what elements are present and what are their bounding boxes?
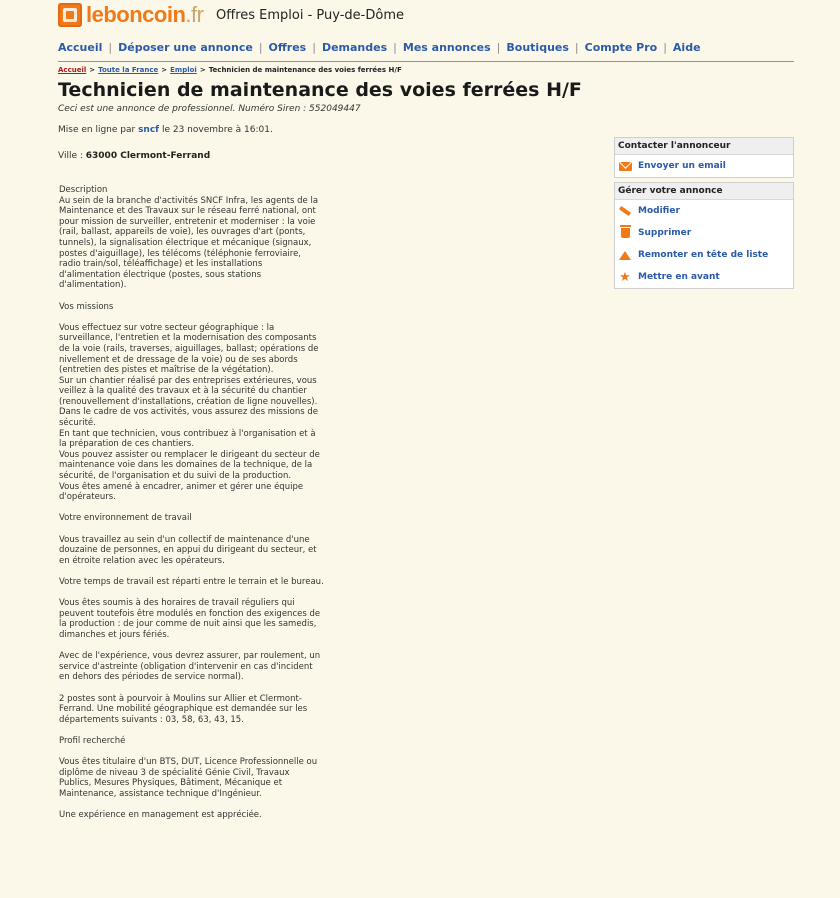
logo-main: leboncoin [86,2,186,27]
logo-tld: .fr [185,2,204,27]
site-logo[interactable] [58,2,203,28]
nav-aide[interactable]: Aide [672,41,701,54]
nav-separator: | [496,41,501,54]
feature-label: Mettre en avant [638,272,720,282]
nav-demandes[interactable]: Demandes [321,41,388,54]
modify-ad-button[interactable] [615,200,793,222]
breadcrumb-region[interactable]: Toute la France [98,66,159,74]
breadcrumb-category[interactable]: Emploi [170,66,197,74]
logo-icon [58,3,82,27]
posted-date: le 23 novembre à 16:01. [161,125,273,135]
breadcrumb-home[interactable]: Accueil [58,66,87,74]
description-paragraph: Votre environnement de travail [59,513,192,524]
ad-description [59,185,324,831]
logo-text [86,2,203,28]
feature-ad-button[interactable] [615,266,793,288]
description-paragraph: Vous travaillez au sein d'un collectif de maintenance d'une douzaine de personnes, en appui du dirigeant du secteur, et en étroite relation avec les opérateurs. [59,534,317,566]
delete-label: Supprimer [638,228,692,238]
contact-panel [614,137,794,178]
nav-divider [58,61,794,62]
section-title: Offres Emploi - Puy-de-Dôme [216,8,404,23]
description-paragraph: Vous effectuez sur votre secteur géographique : la surveillance, l'entretien et la modernisation des composants de la voie (rails, traverses, aiguillages, ballast; opérations de nivellement et de dressage de la voie) ou de ses abords (entretien des pistes et maîtrise de la végétation). Sur un chantier réalisé par des entreprises extérieures, vous veillez à la qualité des travaux et à la sécurité du chantier (renouvellement d'installations, création de ligne nouvelles). Dans le cadre de vos activités, vous assurez des missions de sécurité. En tant que technicien, vous contribuez à l'organisation et à la préparation de ces chantiers. Vous pouvez assister ou remplacer le dirigeant du secteur de maintenance voie dans les domaines de la technique, de la sécurité, de l'organisation et du suivi de la production. Vous êtes amené à encadrer, animer et gérer une équipe d'opérateurs. [59,322,320,503]
description-paragraph: Votre temps de travail est réparti entre le terrain et le bureau. [59,576,324,587]
nav-boutiques[interactable]: Boutiques [506,41,569,54]
nav-separator: | [574,41,579,54]
nav-mes-annonces[interactable]: Mes annonces [402,41,491,54]
modify-label: Modifier [638,206,680,216]
nav-separator: | [312,41,316,54]
breadcrumb-separator: > [161,66,168,74]
nav-separator: | [663,41,667,54]
arrow-up-icon [618,248,632,262]
ad-posted-info [58,125,273,135]
site-header [58,2,798,32]
breadcrumb-separator: > [89,66,96,74]
description-paragraph: Une expérience en management est appréciée. [59,810,262,821]
description-paragraph: Vous êtes soumis à des horaires de travail réguliers qui peuvent toutefois être modulés en fonction des exigences de la production : de jour comme de nuit ainsi que les samedis, dimanches et jours fériés. [59,598,321,640]
breadcrumb-current: Technicien de maintenance des voies ferrées H/F [208,66,402,74]
pencil-icon [618,204,632,218]
description-paragraph: Avec de l'expérience, vous devrez assurer, par roulement, un service d'astreinte (obligation d'intervenir en cas d'incident en dehors des périodes de service normal). [59,651,321,683]
description-paragraph: Au sein de la branche d'activités SNCF Infra, les agents de la Maintenance et des Travaux sur le réseau ferré national, ont pour mission de surveiller, entretenir et moderniser : la voie (rail, ballast, appareils de voie), les ouvrages d'art (ponts, tunnels), la signalisation électrique et mécanique (signaux, postes d'aiguillage), les télécoms (téléphonie ferroviaire, radio train/sol, téléaffichage) et les installations d'alimentation électrique (postes, sous stations d'alimentation). [59,195,319,291]
bump-ad-button[interactable] [615,244,793,266]
nav-accueil[interactable]: Accueil [58,41,103,54]
send-email-button[interactable] [615,155,793,177]
nav-separator: | [393,41,397,54]
ad-title: Technicien de maintenance des voies ferrées H/F [58,79,582,101]
sidebar [614,137,794,293]
city-label: Ville : [58,151,83,161]
description-paragraph: Profil recherché [59,735,126,746]
bump-label: Remonter en tête de liste [638,250,769,260]
breadcrumb-separator: > [199,66,206,74]
nav-compte-pro[interactable]: Compte Pro [584,41,658,54]
delete-ad-button[interactable] [615,222,793,244]
manage-panel-title: Gérer votre annonce [615,183,793,200]
star-icon: ★ [619,269,631,285]
nav-separator: | [258,41,263,54]
trash-icon [618,226,632,240]
description-paragraph: Vous êtes titulaire d'un BTS, DUT, Licence Professionnelle ou diplôme de niveau 3 de spécialité Génie Civil, Travaux Publics, Mesures Physiques, Bâtiment, Mécanique et Maintenance, assistance technique d'Ingénieur. [59,757,318,799]
send-email-label: Envoyer un email [638,161,726,171]
city-value: 63000 Clermont-Ferrand [85,151,211,161]
envelope-icon [618,159,632,173]
ad-city [58,151,210,161]
ad-subtitle: Ceci est une annonce de professionnel. Numéro Siren : 552049447 [58,104,361,114]
description-heading: Description [59,185,108,195]
main-nav [58,41,701,54]
posted-prefix: Mise en ligne par [58,125,136,135]
breadcrumb [58,66,402,74]
nav-separator: | [108,41,113,54]
nav-offres[interactable]: Offres [268,41,307,54]
nav-deposer-annonce[interactable]: Déposer une annonce [118,41,253,54]
advertiser-link[interactable]: sncf [138,125,160,135]
contact-panel-title: Contacter l'annonceur [615,138,793,155]
description-paragraph: Vos missions [59,301,114,312]
manage-panel [614,182,794,289]
description-paragraph: 2 postes sont à pourvoir à Moulins sur Allier et Clermont-Ferrand. Une mobilité géographique est demandée sur les départements suivants : 03, 58, 63, 43, 15. [59,693,308,725]
